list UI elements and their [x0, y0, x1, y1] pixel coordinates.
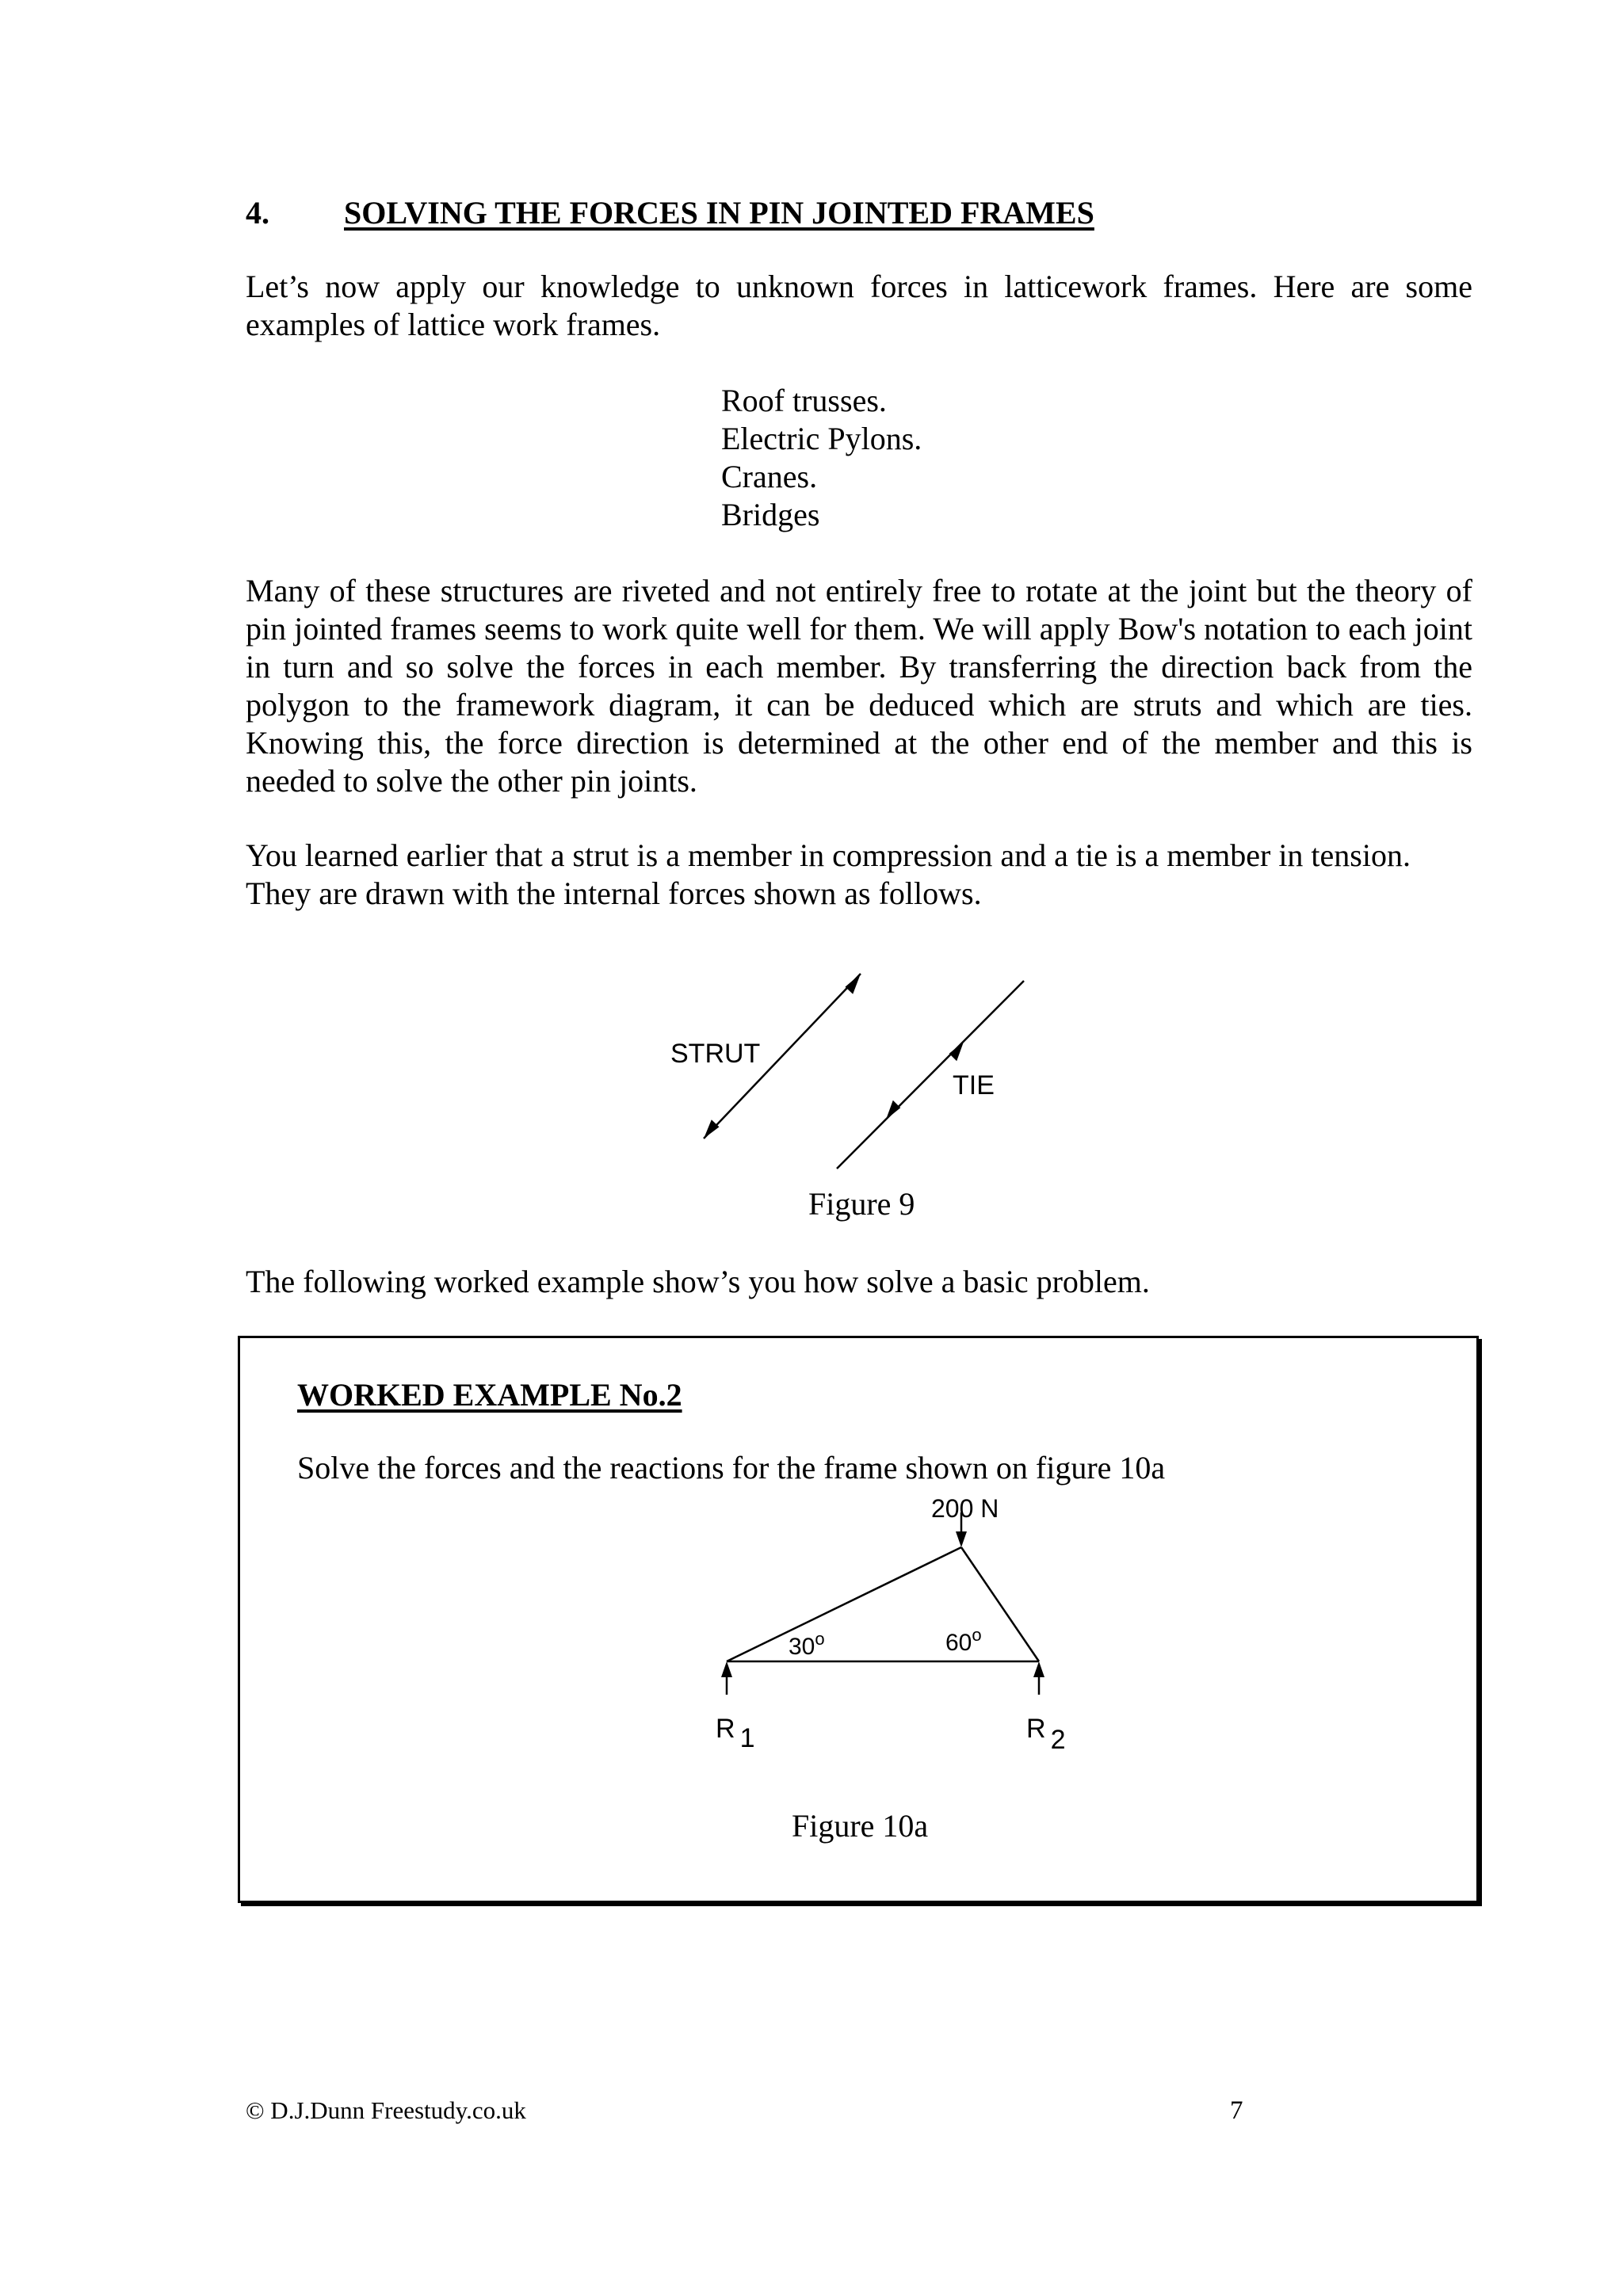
figure-10a-frame-diagram: [684, 1508, 1096, 1801]
intro-paragraph: Let’s now apply our knowledge to unknown forces in latticework frames. Here are some examples of lattice work frames.: [246, 269, 1472, 342]
reaction-r1-label: R 1: [716, 1714, 755, 1753]
list-item: Cranes.: [721, 459, 818, 494]
reaction-r2-head: [1033, 1661, 1044, 1677]
tie-label: TIE: [953, 1070, 995, 1100]
footer-page-number: 7: [1230, 2096, 1243, 2125]
paragraph-strut-tie-line2: They are drawn with the internal forces shown as follows.: [246, 875, 982, 911]
footer-copyright: © D.J.Dunn Freestudy.co.uk: [246, 2096, 526, 2124]
angle-right-label: 60$^o$: [945, 1625, 982, 1656]
tie-arrow-lower: [886, 1100, 900, 1119]
tie-arrow-upper: [949, 1042, 964, 1061]
examples-list: [721, 382, 922, 534]
section-heading: [246, 193, 1094, 233]
figure-9-caption: Figure 9: [808, 1186, 915, 1222]
figure-10a-load-label-wrap: [930, 1490, 1025, 1525]
figure-9-strut-tie-diagram: [658, 963, 1070, 1184]
section-number: 4.: [246, 195, 269, 231]
worked-example-title: WORKED EXAMPLE No.2: [297, 1377, 682, 1413]
strut-label: STRUT: [670, 1039, 761, 1069]
section-title: SOLVING THE FORCES IN PIN JOINTED FRAMES: [344, 195, 1094, 231]
list-item: Roof trusses.: [721, 383, 887, 418]
paragraph-worked-example-intro: The following worked example show’s you how solve a basic problem.: [246, 1264, 1150, 1299]
list-item: Electric Pylons.: [721, 421, 922, 456]
frame-member-left: [727, 1547, 961, 1661]
reaction-r1-head: [721, 1661, 732, 1677]
strut-arrow-top: [846, 974, 861, 994]
load-label: 200 N: [931, 1494, 999, 1523]
tie-line: [837, 981, 1024, 1169]
strut-arrow-bottom: [704, 1119, 720, 1138]
figure-10a-caption: Figure 10a: [792, 1808, 929, 1844]
paragraph-strut-tie-line1: You learned earlier that a strut is a member in compression and a tie is a member in tension.: [246, 837, 1411, 873]
load-arrow-head: [956, 1531, 967, 1547]
angle-left-label: 30$^o$: [789, 1629, 825, 1660]
worked-example-text: Solve the forces and the reactions for the frame shown on figure 10a: [297, 1450, 1166, 1486]
worked-example-box: [238, 1336, 1479, 1903]
paragraph-bows-notation: Many of these structures are riveted and not entirely free to rotate at the joint but the theory of pin jointed frames seems to work quite well for them. We will apply Bow's notation to each joint in turn and so solve the forces in each member. By transferring the direction back from the polygon to the framework diagram, it can be deduced which are struts and which are ties. Knowing this, the force direction is determined at the other end of the member and this is needed to solve the other pin joints.: [246, 573, 1472, 799]
reaction-r2-label: R 2: [1026, 1714, 1066, 1755]
list-item: Bridges: [721, 497, 820, 532]
